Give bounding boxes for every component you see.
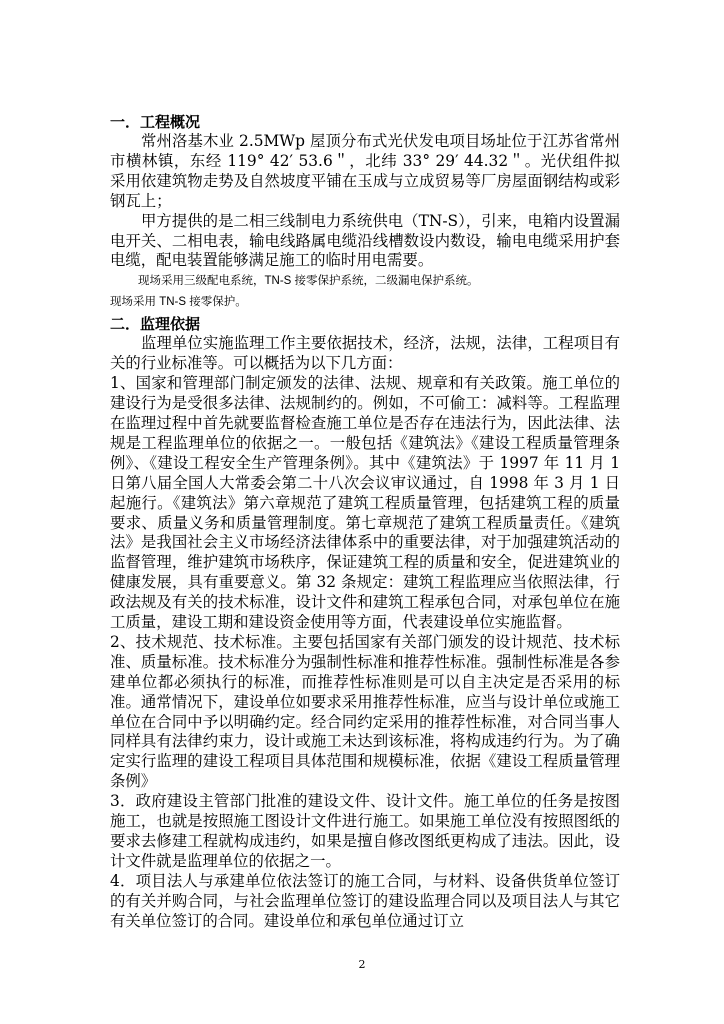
overview-note-grounding: 现场采用 TN-S 接零保护。 <box>110 296 247 309</box>
section-heading-basis: 二．监理依据 <box>110 315 201 334</box>
document-body <box>110 113 620 932</box>
overview-note-distribution-system: 现场采用三级配电系统，TN-S 接零保护系统，二级漏电保护系统。 <box>138 275 479 288</box>
section-heading-overview: 一．工程概况 <box>110 113 201 131</box>
page-number: 2 <box>358 958 366 971</box>
basis-item-laws: 1、国家和管理部门制定颁发的法律、法规、规章和有关政策。施工单位的建设行为是受很多法律、法规制约的。例如，不可偷工：减料等。工程监理在监理过程中首先就要监督检查施工单位是否存在违法行为，因此法律、法规是工程监理单位的依据之一。一般包括《建筑法》《建设工程质量管理条例》、《建设工程安全生产管理条例》。其中《建筑法》于 1997 年 11 月 1 日第八届全国人大常委会第二十八次会议审议通过，自 1998 年 3 月 1 日起施行。《建筑法》第六章规范了建筑工程质量管理，包括建筑工程的质量要求、质量义务和质量管理制度。第七章规范了建筑工程质量责任。《建筑法》是我国社会主义市场经济法律体系中的重要法律，对于加强建筑活动的监督管理，维护建筑市场秩序，保证建筑工程的质量和安全，促进建筑业的健康发展，具有重要意义。第 32 条规定：建筑工程监理应当依照法律，行政法规及有关的技术标准，设计文件和建筑工程承包合同，对承包单位在施工质量，建设工期和建设资金使用等方面，代表建设单位实施监督。 <box>110 374 620 632</box>
basis-intro-paragraph: 监理单位实施监理工作主要依据技术，经济，法规，法律，工程项目有关的行业标准等。可以概括为以下几方面： <box>110 334 620 373</box>
overview-paragraph-power-supply: 甲方提供的是二相三线制电力系统供电（TN-S），引来，电箱内设置漏电开关、二相电表，输电线路属电缆沿线槽数设内数设，输电电缆采用护套电缆，配电装置能够满足施工的临时用电需要。 <box>110 211 620 270</box>
basis-item-standards: 2、技术规范、技术标准。主要包括国家有关部门颁发的设计规范、技术标准、质量标准。技术标准分为强制性标准和推荐性标准。强制性标准是各参建单位都必须执行的标准，而推荐性标准则是可以自主决定是否采用的标准。通常情况下，建设单位如要求采用推荐性标准，应当与设计单位或施工单位在合同中予以明确约定。经合同约定采用的推荐性标准，对合同当事人同样具有法律约束力，设计或施工未达到该标准，将构成违约行为。为了确定实行监理的建设工程项目具体范围和规模标准，依据《建设工程质量管理条例》 <box>110 632 620 791</box>
overview-paragraph-location: 常州洛基木业 2.5MWp 屋顶分布式光伏发电项目场址位于江苏省常州市横林镇，东经 119° 42′ 53.6＂，北纬 33° 29′ 44.32＂。光伏组件拟采用依建筑物走势及自然坡度平铺在玉成与立成贸易等厂房屋面钢结构或彩钢瓦上； <box>110 132 620 210</box>
basis-item-contracts: 4．项目法人与承建单位依法签订的施工合同，与材料、设备供货单位签订的有关并购合同，与社会监理单位签订的建设监理合同以及项目法人与其它有关单位签订的合同。建设单位和承包单位通过订立 <box>110 871 620 930</box>
basis-item-design-documents: 3．政府建设主管部门批准的建设文件、设计文件。施工单位的任务是按图施工，也就是按照施工图设计文件进行施工。如果施工单位没有按照图纸的要求去修建工程就构成违约，如果是擅自修改图纸更构成了违法。因此，设计文件就是监理单位的依据之一。 <box>110 792 620 870</box>
